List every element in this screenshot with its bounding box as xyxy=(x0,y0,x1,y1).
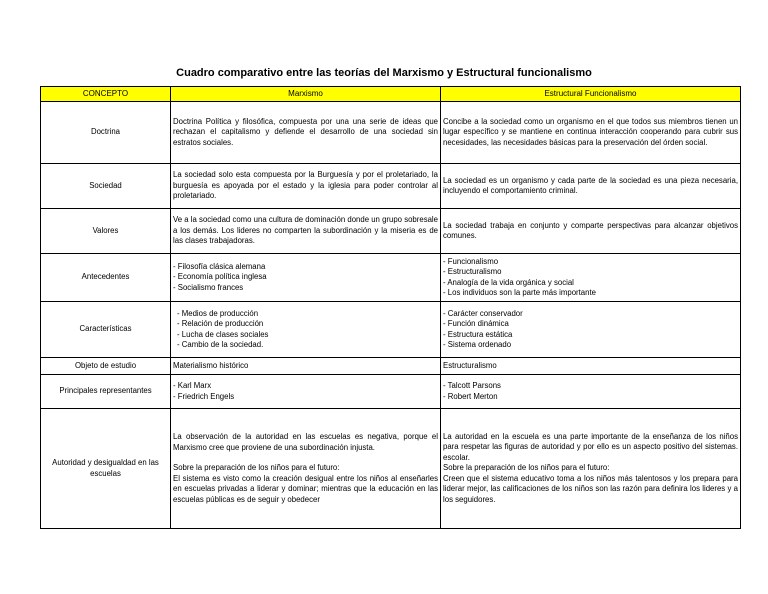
marxism-caracteristicas xyxy=(171,302,441,358)
list-item: - Función dinámica xyxy=(443,319,738,330)
functionalism-autoridad-p3: Creen que el sistema educativo toma a los niños más talentosos y los prepara para liderar mejor, las calificaciones de los niños son las razón para definira los lideres y a los seguidores. xyxy=(443,473,738,504)
list-item: - Analogía de la vida orgánica y social xyxy=(443,278,738,289)
functionalism-representantes xyxy=(441,375,741,409)
list-item: - Robert Merton xyxy=(443,392,738,403)
list-item: - Relación de producción xyxy=(173,319,438,330)
marxism-valores: Ve a la sociedad como una cultura de dominación donde un grupo sobresale a los demás. Los lideres no comparten la subordinación y la miseria es de las clases trabajadoras. xyxy=(171,209,441,254)
header-concept: CONCEPTO xyxy=(41,87,171,102)
marxism-sociedad: La sociedad solo esta compuesta por la Burguesía y por el proletariado, la burguesía es apoyada por el estado y la iglesia para poder controlar al proletariado. xyxy=(171,164,441,209)
list-item: - Los individuos son la parte más importante xyxy=(443,288,738,299)
functionalism-caracteristicas xyxy=(441,302,741,358)
marxism-autoridad-p1: La observación de la autoridad en las escuelas es negativa, porque el Marxismo cree que proviene de una subordinación injusta. xyxy=(173,432,438,452)
list-item: - Sistema ordenado xyxy=(443,340,738,351)
functionalism-doctrina: Concibe a la sociedad como un organismo en el que todos sus miembros tienen un lugar específico y se mantiene en continua interacción cooperando para cubrir sus necesidades, las necesidades básicas para la preservación del órden social. xyxy=(441,102,741,164)
concept-objeto: Objeto de estudio xyxy=(41,358,171,375)
marxism-representantes xyxy=(171,375,441,409)
functionalism-antecedentes xyxy=(441,254,741,302)
list-item: - Lucha de clases sociales xyxy=(173,330,438,341)
marxism-doctrina: Doctrina Política y filosófica, compuesta por una una serie de ideas que rechazan el capitalismo y defiende el desarrollo de una sociedad sin estratos sociales. xyxy=(171,102,441,164)
concept-antecedentes: Antecedentes xyxy=(41,254,171,302)
row-sociedad xyxy=(41,164,741,209)
row-objeto xyxy=(41,358,741,375)
row-caracteristicas xyxy=(41,302,741,358)
list-item: - Economía política inglesa xyxy=(173,272,438,283)
marxism-autoridad-p2: Sobre la preparación de los niños para el futuro: xyxy=(173,463,340,472)
list-item: - Medios de producción xyxy=(173,309,438,320)
concept-valores: Valores xyxy=(41,209,171,254)
list-item: - Funcionalismo xyxy=(443,257,738,268)
functionalism-autoridad-p1: La autoridad en la escuela es una parte importante de la enseñanza de los niños para respetar las figuras de autoridad y por ello es un aspecto positivo del sistemas. escolar. xyxy=(443,431,738,462)
concept-doctrina: Doctrina xyxy=(41,102,171,164)
list-item: - Talcott Parsons xyxy=(443,381,738,392)
marxism-autoridad-p3: El sistema es visto como la creación desigual entre los niños al enseñarles en escuelas privadas a liderar y dominar; mientras que la educación en las escuelas públicas es de seguir y obedecer xyxy=(173,473,438,504)
functionalism-objeto: Estructuralismo xyxy=(441,358,741,375)
document-title: Cuadro comparativo entre las teorías del Marxismo y Estructural funcionalismo xyxy=(176,67,592,79)
list-item: - Estructuralismo xyxy=(443,267,738,278)
comparison-table xyxy=(40,86,741,529)
row-antecedentes xyxy=(41,254,741,302)
row-autoridad xyxy=(41,409,741,529)
list-item: - Estructura estática xyxy=(443,330,738,341)
marxism-autoridad xyxy=(171,409,441,529)
list-item: - Socialismo frances xyxy=(173,283,438,294)
header-functionalism: Estructural Funcionalismo xyxy=(441,87,741,102)
concept-representantes: Principales representantes xyxy=(41,375,171,409)
concept-sociedad: Sociedad xyxy=(41,164,171,209)
marxism-objeto: Materialismo histórico xyxy=(171,358,441,375)
header-marxism: Marxismo xyxy=(171,87,441,102)
row-valores xyxy=(41,209,741,254)
functionalism-autoridad-p2: Sobre la preparación de los niños para el futuro: xyxy=(443,463,610,473)
row-doctrina xyxy=(41,102,741,164)
list-item: - Cambio de la sociedad. xyxy=(173,340,438,351)
list-item: - Friedrich Engels xyxy=(173,392,438,403)
functionalism-valores: La sociedad trabaja en conjunto y comparte perspectivas para alcanzar objetivos comunes. xyxy=(441,209,741,254)
functionalism-sociedad: La sociedad es un organismo y cada parte de la sociedad es una pieza necesaria, incluyendo el comportamiento criminal. xyxy=(441,164,741,209)
concept-autoridad: Autoridad y desigualdad en las escuelas xyxy=(41,409,171,529)
list-item: - Filosofía clásica alemana xyxy=(173,262,438,273)
row-representantes xyxy=(41,375,741,409)
header-row xyxy=(41,87,741,102)
list-item: - Carácter conservador xyxy=(443,309,738,320)
marxism-antecedentes xyxy=(171,254,441,302)
functionalism-autoridad xyxy=(441,409,741,529)
list-item: - Karl Marx xyxy=(173,381,438,392)
concept-caracteristicas: Características xyxy=(41,302,171,358)
